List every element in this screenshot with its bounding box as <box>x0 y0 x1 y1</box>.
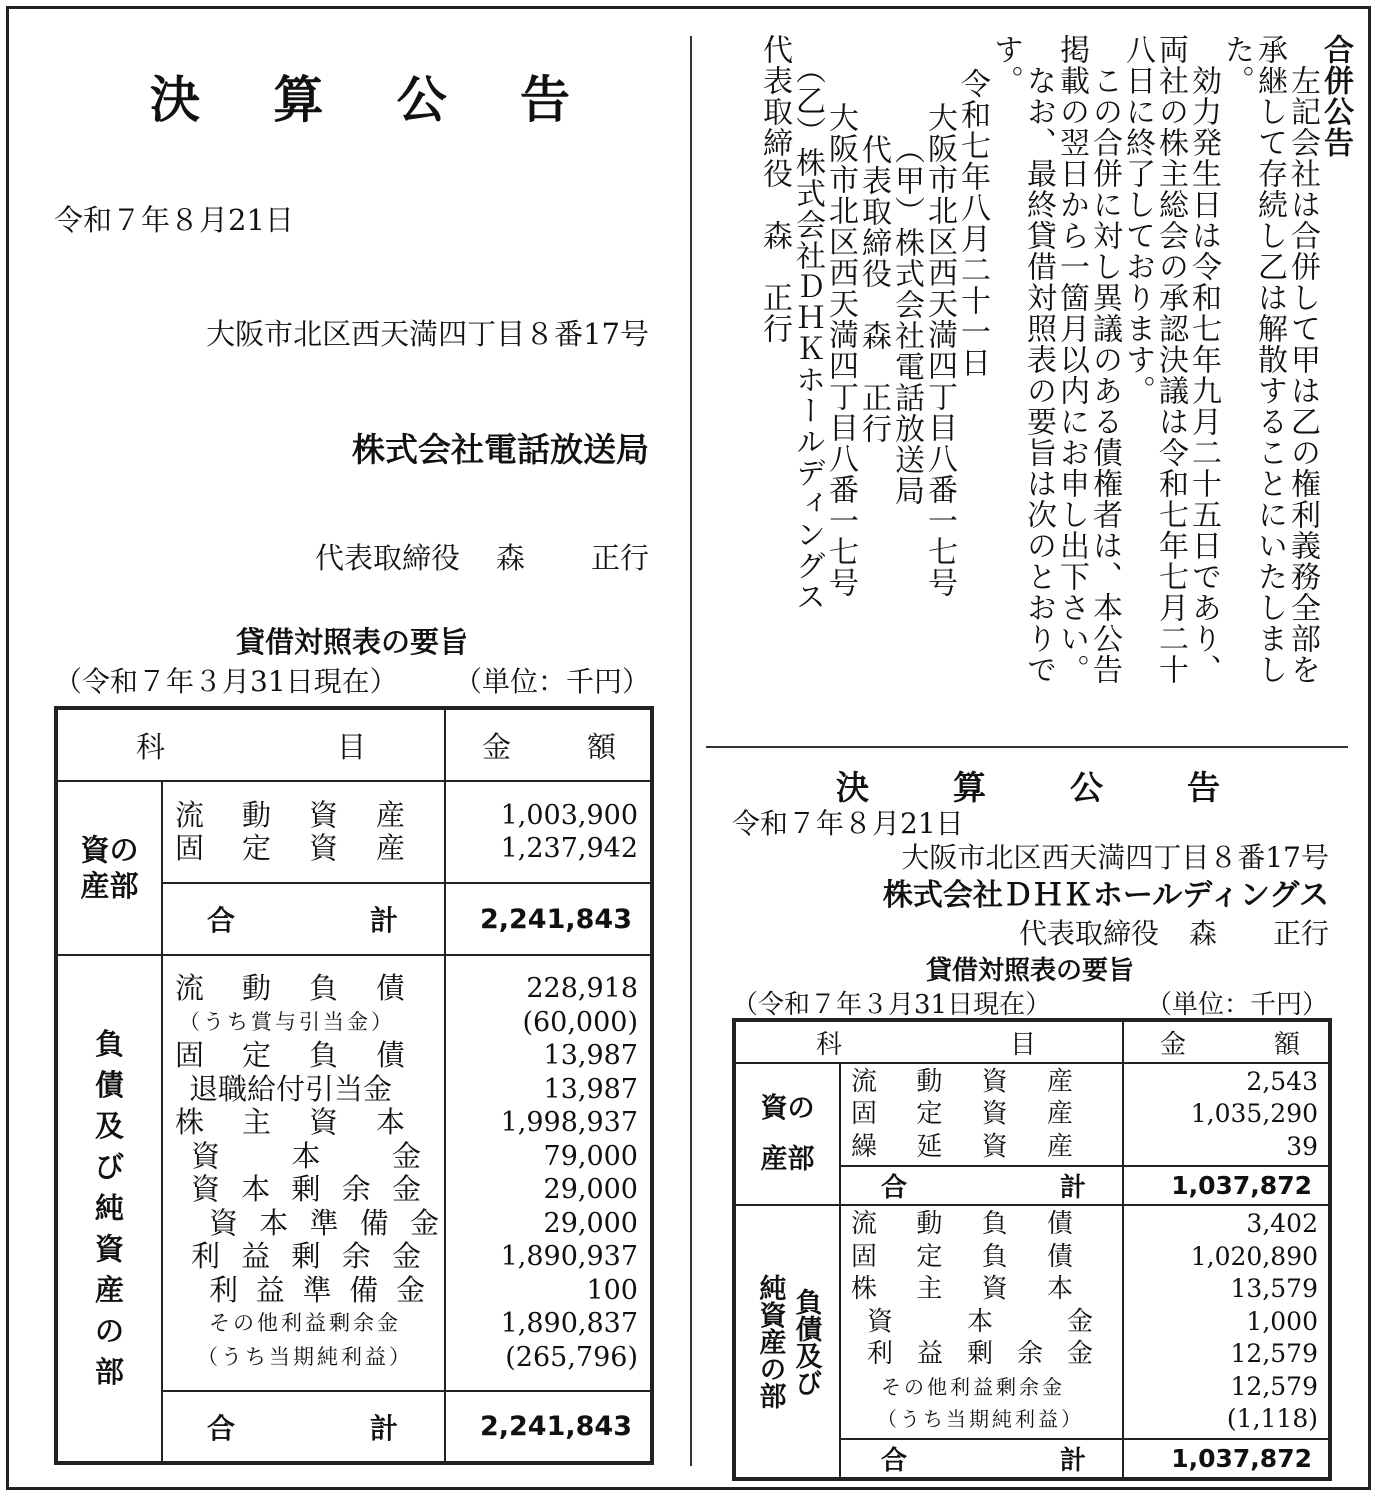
liability-item-labels <box>840 1205 1123 1439</box>
right-company-address: 大阪市北区西天満四丁目８番17号 <box>901 841 1329 874</box>
right-notice-title: 決 算 公 告 <box>836 768 1220 807</box>
header-item: 科 目 <box>56 708 445 781</box>
list-item: 1,035,290 <box>1190 1099 1318 1129</box>
table-header-row <box>734 1020 1330 1063</box>
column-divider <box>690 36 692 1466</box>
list-item: (265,796) <box>505 1341 638 1373</box>
merger-body-line: 掲載の翌日から一箇月以内にお申し出下さい。 <box>1054 34 1089 685</box>
list-item: 1,890,937 <box>500 1241 638 1272</box>
list-item: 資 本 金 <box>867 1306 1093 1337</box>
asset-total-label: 合 計 <box>162 883 445 955</box>
merger-notice <box>702 34 1352 740</box>
list-item: 繰 延 資 産 <box>851 1131 1073 1162</box>
list-item: 利 益 剰 余 金 <box>867 1339 1093 1370</box>
list-item: 228,918 <box>526 973 638 1004</box>
list-item: 流 動 負 債 <box>175 972 405 1005</box>
left-balance-sheet-table <box>54 706 654 1465</box>
left-representative: 代表取締役 森 正行 <box>314 541 649 575</box>
liability-total-label: 合 計 <box>840 1439 1123 1479</box>
asset-item-labels <box>840 1063 1123 1166</box>
right-balance-sheet-title: 貸借対照表の要旨 <box>925 956 1134 986</box>
list-item: 固 定 資 産 <box>175 832 405 865</box>
header-item: 科 目 <box>734 1020 1123 1063</box>
list-item: 2,543 <box>1246 1066 1318 1096</box>
merger-date: 令和七年八月二十一日 <box>955 68 990 378</box>
list-item: 資 本 剰 余 金 <box>191 1173 421 1206</box>
party-b-address: 大阪市北区西天満四丁目八番一七号 <box>823 102 858 598</box>
right-notice-date: 令和７年８月21日 <box>732 807 964 840</box>
list-item: 29,000 <box>543 1207 638 1239</box>
asset-total-label: 合 計 <box>840 1166 1123 1205</box>
list-item: 退職給付引当金 <box>189 1072 393 1106</box>
list-item: 79,000 <box>543 1140 638 1172</box>
party-b-representative: 代表取締役 森 正行 <box>757 34 792 344</box>
list-item: 流 動 負 債 <box>851 1209 1073 1240</box>
asset-category: 資の 産部 <box>734 1063 840 1205</box>
table-header-row <box>56 708 652 781</box>
list-item: 1,998,937 <box>500 1107 638 1138</box>
list-item: （うち当期純利益） <box>197 1344 413 1369</box>
list-item: 12,579 <box>1230 1339 1318 1369</box>
asset-item-values <box>445 781 652 883</box>
list-item: 固 定 資 産 <box>851 1099 1073 1130</box>
list-item: 13,579 <box>1230 1274 1318 1304</box>
list-item: 39 <box>1286 1131 1318 1161</box>
list-item: 資 本 金 <box>191 1139 421 1173</box>
merger-body-line: た。 <box>1219 34 1254 96</box>
list-item: 固 定 負 債 <box>851 1241 1073 1272</box>
list-item: （うち賞与引当金） <box>179 1009 395 1034</box>
list-item: 資 本 準 備 金 <box>209 1206 439 1240</box>
merger-body-line: す。 <box>988 34 1023 96</box>
list-item: 1,237,942 <box>500 833 638 864</box>
section-divider <box>706 746 1348 748</box>
list-item: 流 動 資 産 <box>175 798 405 832</box>
list-item: 1,000 <box>1246 1306 1318 1336</box>
party-a-address: 大阪市北区西天満四丁目八番一七号 <box>922 102 957 598</box>
list-item: 100 <box>586 1274 638 1306</box>
left-notice-title: 決 算 公 告 <box>150 71 570 129</box>
list-item: 13,987 <box>543 1040 638 1071</box>
list-item: 3,402 <box>1246 1209 1318 1239</box>
list-item: 利 益 準 備 金 <box>209 1273 425 1307</box>
left-notice-date: 令和７年８月21日 <box>54 203 294 237</box>
merger-body-line: 承継して存続し乙は解散することにいたしまし <box>1252 34 1287 685</box>
left-balance-sheet-title: 貸借対照表の要旨 <box>235 625 468 659</box>
merger-body-line: この合併に対し異議のある債権者は、本公告 <box>1087 34 1122 685</box>
merger-body-line: 左記会社は合併して甲は乙の権利義務全部を <box>1285 34 1320 685</box>
merger-body-line: 両社の株主総会の承認決議は令和七年七月二十 <box>1153 34 1188 685</box>
left-balance-sheet-subtitle: （令和７年３月31日現在） （単位：千円） <box>54 665 650 698</box>
list-item: 1,020,890 <box>1190 1241 1318 1271</box>
liability-category <box>56 955 162 1463</box>
list-item: 1,003,900 <box>500 799 638 831</box>
party-a-representative: 代表取締役 森 正行 <box>856 134 891 444</box>
right-company-name: 株式会社ＤＨＫホールディングス <box>882 878 1329 913</box>
asset-total-value: 2,241,843 <box>445 883 652 955</box>
asset-category: 資の 産部 <box>56 781 162 955</box>
list-item: 利 益 剰 余 金 <box>191 1240 421 1273</box>
list-item: その他利益剰余金 <box>881 1374 1065 1399</box>
liability-category-columns <box>736 1274 839 1409</box>
list-item: (1,118) <box>1226 1404 1318 1434</box>
right-balance-sheet-subtitle: （令和７年３月31日現在） （単位：千円） <box>732 990 1328 1020</box>
merger-body-line: 効力発生日は令和七年九月二十五日であり、 <box>1186 34 1221 685</box>
merger-body-line: なお、最終貸借対照表の要旨は次のとおりで <box>1021 34 1056 685</box>
list-item: 株 主 資 本 <box>175 1106 405 1139</box>
header-amount: 金 額 <box>1123 1020 1330 1063</box>
liability-total-label: 合 計 <box>162 1391 445 1463</box>
list-item: 29,000 <box>543 1174 638 1205</box>
list-item: 固 定 負 債 <box>175 1039 405 1072</box>
asset-item-values <box>1123 1063 1330 1166</box>
liability-section-row <box>734 1205 1330 1439</box>
party-a-name: （甲）株式会社電話放送局 <box>889 134 924 506</box>
liability-category <box>734 1205 840 1479</box>
party-b-name: （乙）株式会社ＤＨＫホールディングス <box>790 54 825 612</box>
liability-total-value: 1,037,872 <box>1123 1439 1330 1479</box>
list-item: 株 主 資 本 <box>851 1274 1073 1305</box>
liability-total-value: 2,241,843 <box>445 1391 652 1463</box>
right-balance-sheet-table <box>732 1018 1332 1481</box>
liability-item-values <box>1123 1205 1330 1439</box>
list-item: 12,579 <box>1230 1371 1318 1401</box>
header-amount: 金 額 <box>445 708 652 781</box>
liability-category-chars: 負 債 及 び 純 資 産 の 部 <box>94 1027 124 1389</box>
liability-category-col2: 純資産の部 <box>754 1274 786 1409</box>
asset-section-row <box>734 1063 1330 1166</box>
liability-section-row <box>56 955 652 1391</box>
asset-item-labels <box>162 781 445 883</box>
liability-category-col1: 負債及び <box>790 1287 822 1396</box>
asset-section-row <box>56 781 652 883</box>
right-representative: 代表取締役 森 正行 <box>1018 917 1329 950</box>
list-item: その他利益剰余金 <box>209 1311 401 1335</box>
asset-total-value: 1,037,872 <box>1123 1166 1330 1205</box>
list-item: (60,000) <box>522 1006 638 1038</box>
list-item: 13,987 <box>543 1073 638 1105</box>
liability-item-values <box>445 955 652 1391</box>
list-item: 1,890,837 <box>500 1308 638 1339</box>
merger-heading: 合併公告 <box>1318 34 1353 158</box>
left-company-name: 株式会社電話放送局 <box>352 430 649 469</box>
left-company-address: 大阪市北区西天満四丁目８番17号 <box>206 317 649 351</box>
list-item: （うち当期純利益） <box>877 1407 1084 1432</box>
merger-body-line: 八日に終了しております。 <box>1120 34 1155 406</box>
list-item: 流 動 資 産 <box>851 1066 1073 1097</box>
liability-item-labels <box>162 955 445 1391</box>
